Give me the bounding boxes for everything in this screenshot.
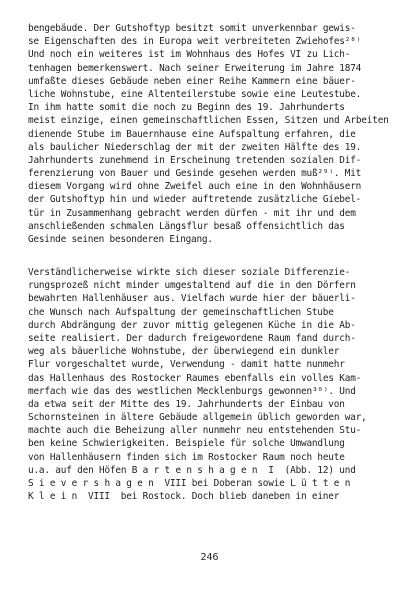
paragraph-2 bbox=[28, 266, 398, 503]
text-line: diesem Vorgang wird ohne Zweifel auch eine in den Wohnhäusern bbox=[28, 181, 362, 193]
text-line: bewahrten Hallenhäuser aus. Vielfach wurde hier der bäuerli- bbox=[28, 293, 356, 305]
text-line: machte auch die Beheizung aller nunmehr neu entstehenden Stu- bbox=[28, 425, 362, 437]
page-number: 246 bbox=[200, 552, 219, 563]
paragraph-1 bbox=[28, 22, 398, 246]
text-line: anschließenden schmalen Längsflur besaß offensichtlich das bbox=[28, 220, 345, 232]
text-line: che Wunsch nach Aufspaltung der gemeinschaftlichen Stube bbox=[28, 306, 334, 318]
text-line: S i e v e r s h a g e n VIII bei Doberan sowie L ü t t e n bbox=[28, 478, 351, 489]
text-line: seite realisiert. Der dadurch freigewordene Raum fand durch- bbox=[28, 332, 356, 344]
text-line: Jahrhunderts zunehmend in Erscheinung tretenden sozialen Dif- bbox=[28, 154, 362, 166]
text-line: Flur vorgeschaltet wurde, Verwendung - damit hatte nunmehr bbox=[28, 359, 345, 371]
text-line: se Eigenschaften des in Europa weit verbreiteten Zwiehofes²⁸⁾ bbox=[28, 36, 362, 48]
text-line: von Hallenhäusern finden sich im Rostocker Raum noch heute bbox=[28, 451, 345, 463]
text-line: merfach wie das des westlichen Mecklenburgs gewonnen³⁰⁾. Und bbox=[28, 385, 356, 397]
text-line: liche Wohnstube, eine Altenteilerstube sowie eine Leutestube. bbox=[28, 88, 362, 100]
text-line: K l e i n VIII bei Rostock. Doch blieb daneben in einer bbox=[28, 491, 340, 503]
text-line: tenhagen bemerkenswert. Nach seiner Erweiterung im Jahre 1874 bbox=[28, 62, 362, 74]
text-line: dienende Stube im Bauernhause eine Aufspaltung erfahren, die bbox=[28, 128, 356, 140]
text-line: umfaßte dieses Gebäude neben einer Reihe Kammern eine bäuer- bbox=[28, 75, 356, 87]
text-line: Gesinde seinen besonderen Eingang. bbox=[28, 234, 213, 245]
text-line: der Gutshoftyp hin und wieder auftretende zusätzliche Giebel- bbox=[28, 194, 362, 206]
text-line: als baulicher Niederschlag der mit der zweiten Hälfte des 19. bbox=[28, 141, 362, 153]
text-line: u.a. auf den Höfen B a r t e n s h a g e n I (Abb. 12) und bbox=[28, 464, 356, 476]
text-line: Und noch ein weiteres ist im Wohnhaus des Hofes VI zu Lich- bbox=[28, 49, 351, 61]
text-line: tür in Zusammenhang gebracht werden dürfen - mit ihr und dem bbox=[28, 207, 356, 219]
text-line: durch Abdrängung der zuvor mittig gelegenen Küche in die Ab- bbox=[28, 319, 356, 331]
text-line: Verständlicherweise wirkte sich dieser soziale Differenzie- bbox=[28, 267, 351, 278]
text-line: Schornsteinen in ältere Gebäude allgemein üblich geworden war, bbox=[28, 412, 367, 424]
text-line: da etwa seit der Mitte des 19. Jahrhunderts der Einbau von bbox=[28, 398, 345, 410]
text-line: ferenzierung von Bauer und Gesinde gesehen werden muß²⁹⁾. Mit bbox=[28, 168, 362, 180]
text-line: bengebäude. Der Gutshoftyp besitzt somit unverkennbar gewis- bbox=[28, 23, 356, 34]
text-line: weg als bäuerliche Wohnstube, der überwiegend ein dunkler bbox=[28, 346, 340, 358]
text-line: ben keine Schwierigkeiten. Beispiele für solche Umwandlung bbox=[28, 438, 345, 450]
text-line: In ihm hatte somit die noch zu Beginn des 19. Jahrhunderts bbox=[28, 102, 345, 114]
text-line: rungsprozeß nicht minder umgestaltend auf die in den Dörfern bbox=[28, 280, 356, 292]
text-line: meist einzige, einen gemeinschaftlichen Essen, Sitzen und Arbeiten bbox=[28, 115, 389, 127]
text-line: das Hallenhaus des Rostocker Raumes ebenfalls ein volles Kam- bbox=[28, 372, 362, 384]
